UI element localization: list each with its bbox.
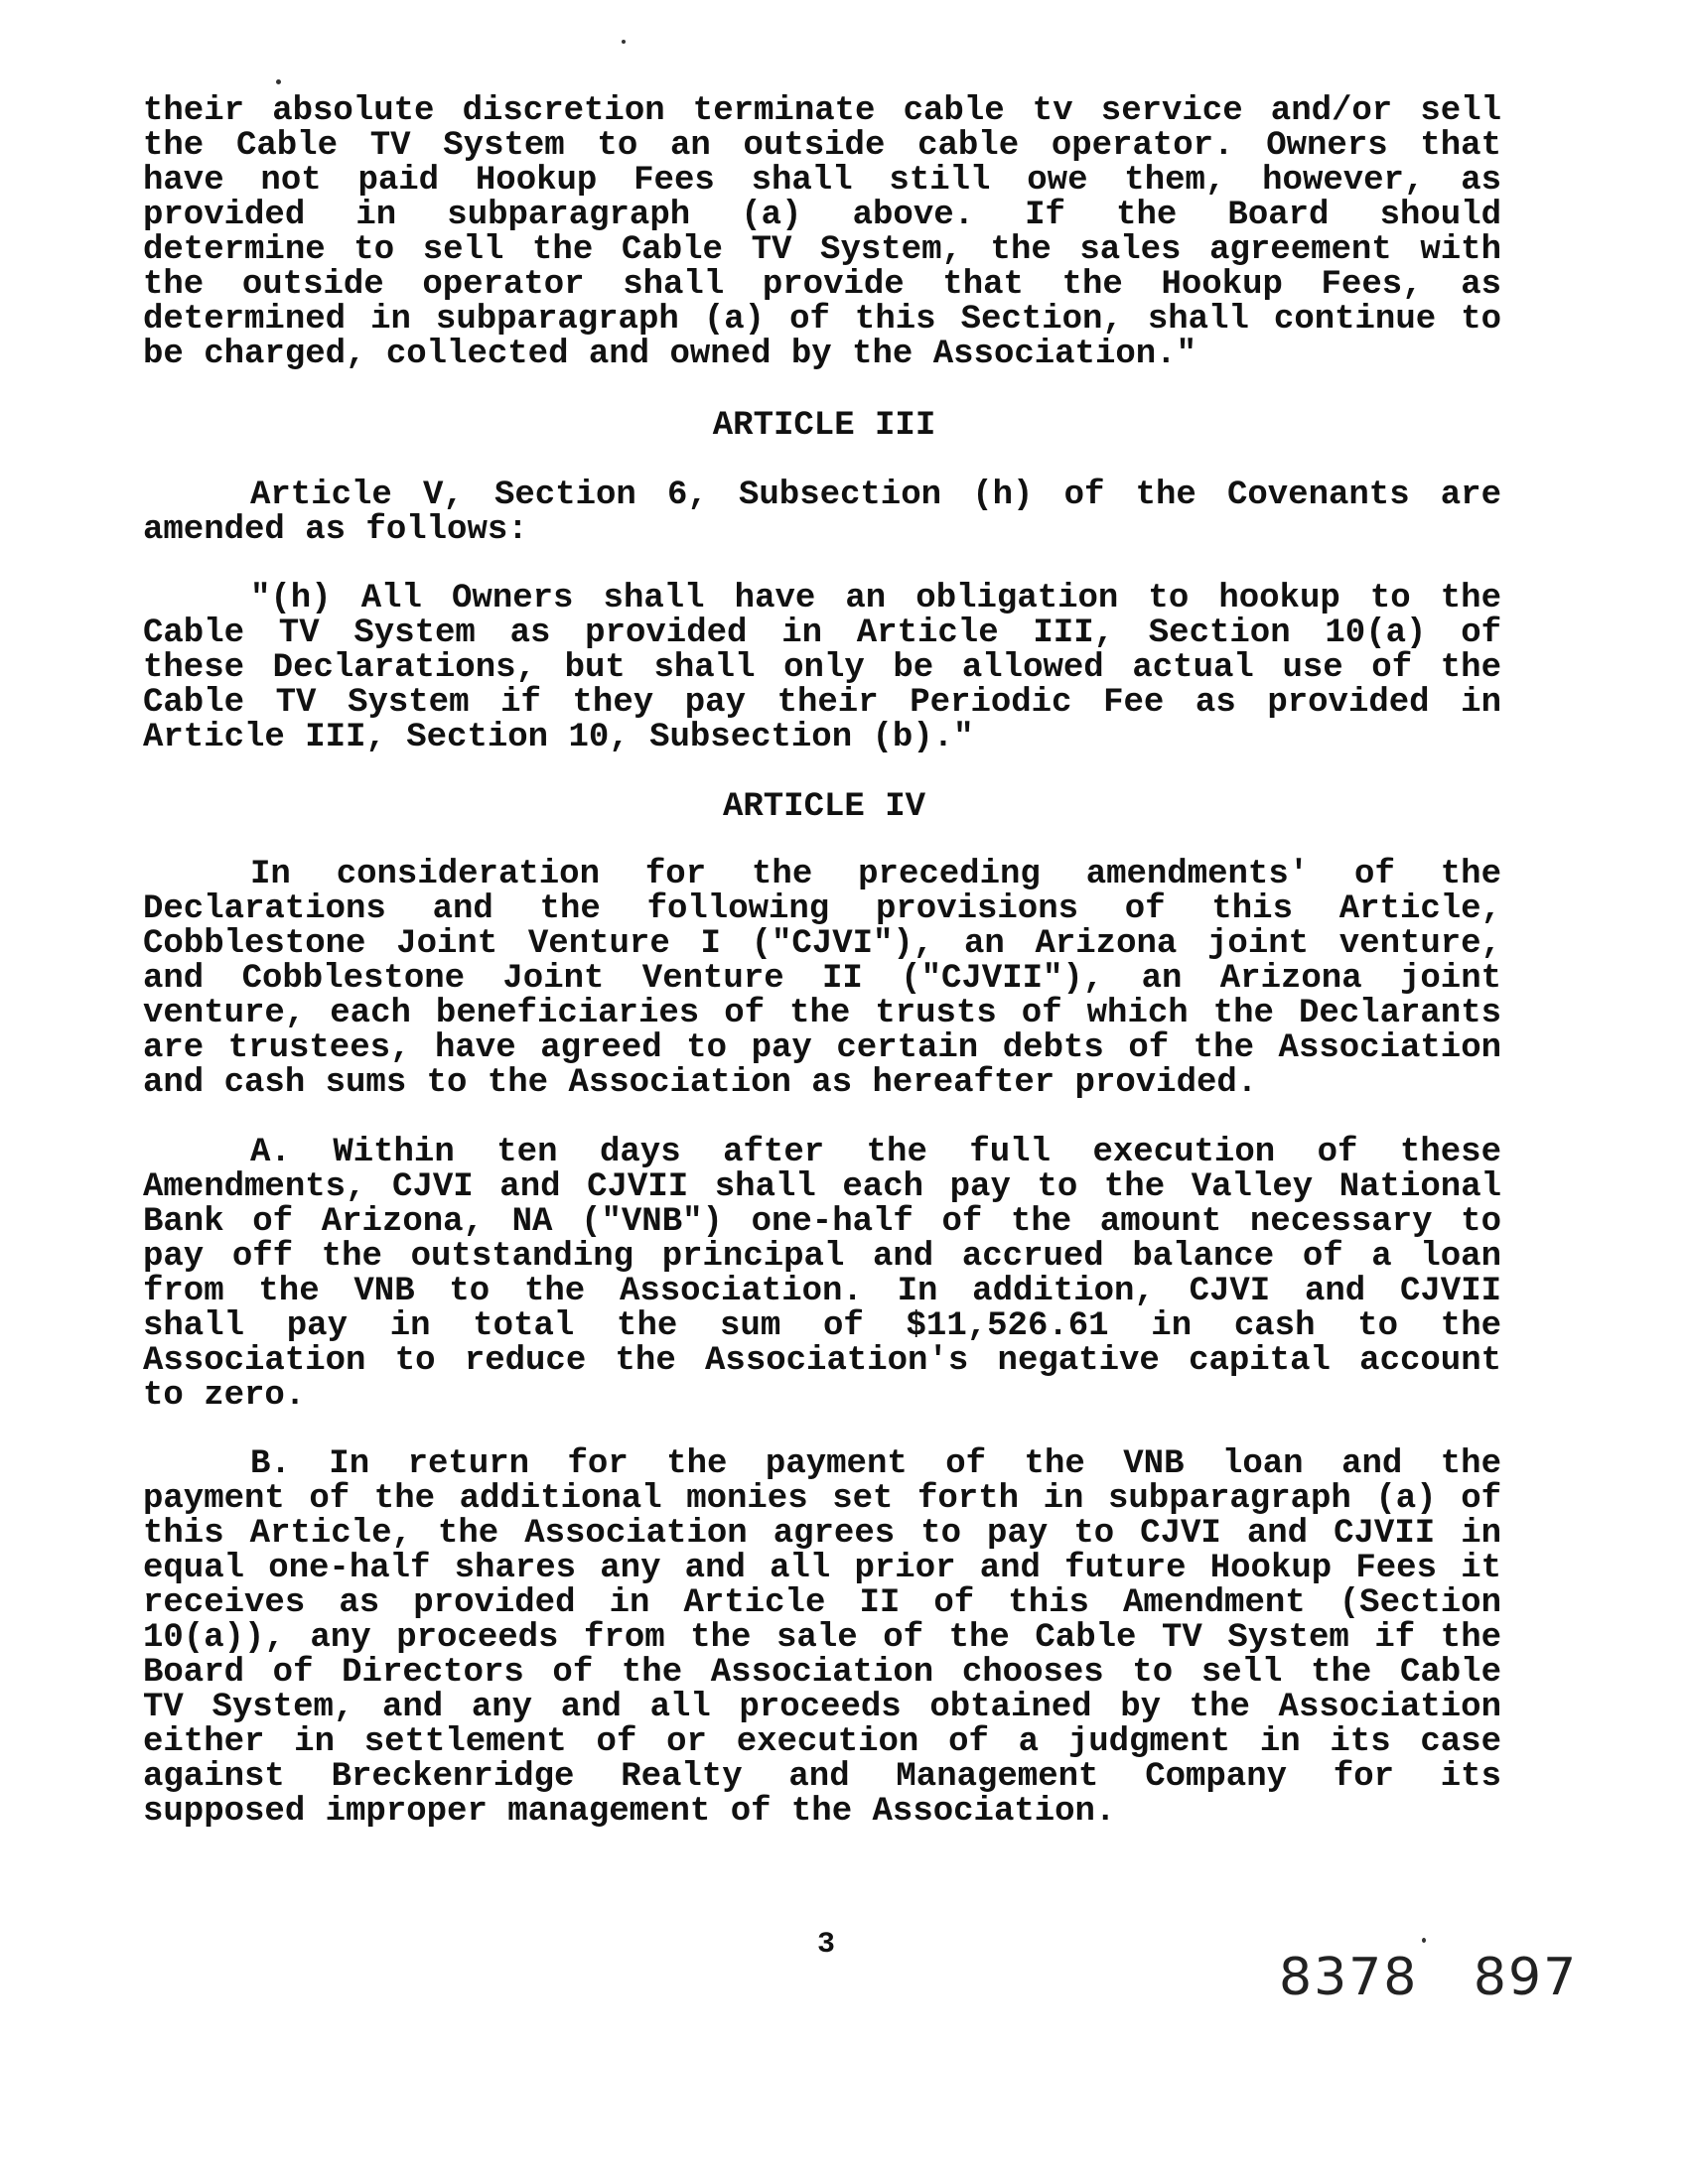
text-line: Article V, Section 6, Subsection (h) of the Covenants are: [250, 477, 1501, 514]
scan-speck: [1422, 1938, 1426, 1943]
text-line: Amendments, CJVI and CJVII shall each pay to the Valley National: [143, 1168, 1501, 1206]
text-line: 10(a)), any proceeds from the sale of the Cable TV System if the: [143, 1619, 1501, 1657]
article-iv-para-a: [143, 1136, 1501, 1414]
article-iii-heading: ARTICLE III: [712, 407, 936, 445]
text-line: shall pay in total the sum of $11,526.61 in cash to the: [143, 1307, 1501, 1345]
text-line: equal one-half shares any and all prior and future Hookup Fees it: [143, 1550, 1501, 1587]
text-line: Cable TV System as provided in Article III, Section 10(a) of: [143, 614, 1501, 652]
article-iv-heading: ARTICLE IV: [722, 788, 926, 826]
text-line: and cash sums to the Association as hereafter provided.: [143, 1064, 1258, 1102]
article-iii-intro: [143, 478, 1501, 548]
text-line: the outside operator shall provide that the Hookup Fees, as: [143, 266, 1501, 304]
text-line: to zero.: [143, 1377, 306, 1415]
text-line: payment of the additional monies set forth in subparagraph (a) of: [143, 1480, 1501, 1518]
text-line: against Breckenridge Realty and Management Company for its: [143, 1758, 1501, 1796]
text-line: pay off the outstanding principal and accrued balance of a loan: [143, 1238, 1501, 1276]
text-line: TV System, and any and all proceeds obtained by the Association: [143, 1689, 1501, 1726]
text-line: receives as provided in Article II of this Amendment (Section: [143, 1584, 1501, 1622]
text-line: Cable TV System if they pay their Periodic Fee as provided in: [143, 684, 1501, 722]
text-line: Article III, Section 10, Subsection (b).": [143, 719, 974, 756]
continued-paragraph: [143, 94, 1501, 372]
text-line: determined in subparagraph (a) of this Section, shall continue to: [143, 301, 1501, 339]
page-number: 3: [816, 1928, 835, 1962]
recording-number: 8378 897: [1279, 1948, 1579, 2007]
text-line: venture, each beneficiaries of the trusts of which the Declarants: [143, 995, 1501, 1032]
article-iv-intro: [143, 858, 1501, 1101]
text-line: supposed improper management of the Association.: [143, 1793, 1116, 1831]
text-line: In consideration for the preceding amendments' of the: [250, 856, 1501, 893]
article-iv-para-b: [143, 1447, 1501, 1830]
text-line: Association to reduce the Association's negative capital account: [143, 1342, 1501, 1380]
scan-speck: [276, 79, 281, 84]
text-line: A. Within ten days after the full execution of these: [250, 1134, 1501, 1171]
text-line: this Article, the Association agrees to pay to CJVI and CJVII in: [143, 1515, 1501, 1553]
text-line: Board of Directors of the Association chooses to sell the Cable: [143, 1654, 1501, 1692]
scan-speck: [622, 40, 626, 44]
text-line: have not paid Hookup Fees shall still owe them, however, as: [143, 162, 1501, 200]
text-line: Bank of Arizona, NA ("VNB") one-half of the amount necessary to: [143, 1203, 1501, 1241]
text-line: Declarations and the following provisions of this Article,: [143, 890, 1501, 928]
text-line: and Cobblestone Joint Venture II ("CJVII"), an Arizona joint: [143, 960, 1501, 998]
text-line: these Declarations, but shall only be allowed actual use of the: [143, 649, 1501, 687]
text-line: "(h) All Owners shall have an obligation to hookup to the: [250, 580, 1501, 617]
text-line: amended as follows:: [143, 511, 528, 549]
article-iii-quote: [143, 582, 1501, 755]
text-line: Cobblestone Joint Venture I ("CJVI"), an Arizona joint venture,: [143, 925, 1501, 963]
text-line: provided in subparagraph (a) above. If the Board should: [143, 197, 1501, 234]
text-line: determine to sell the Cable TV System, the sales agreement with: [143, 231, 1501, 269]
text-line: either in settlement of or execution of a judgment in its case: [143, 1723, 1501, 1761]
text-line: their absolute discretion terminate cable tv service and/or sell: [143, 92, 1501, 130]
text-line: are trustees, have agreed to pay certain debts of the Association: [143, 1029, 1501, 1067]
text-line: be charged, collected and owned by the Association.": [143, 336, 1196, 373]
text-line: from the VNB to the Association. In addition, CJVI and CJVII: [143, 1273, 1501, 1310]
text-line: B. In return for the payment of the VNB loan and the: [250, 1445, 1501, 1483]
text-line: the Cable TV System to an outside cable operator. Owners that: [143, 127, 1501, 165]
